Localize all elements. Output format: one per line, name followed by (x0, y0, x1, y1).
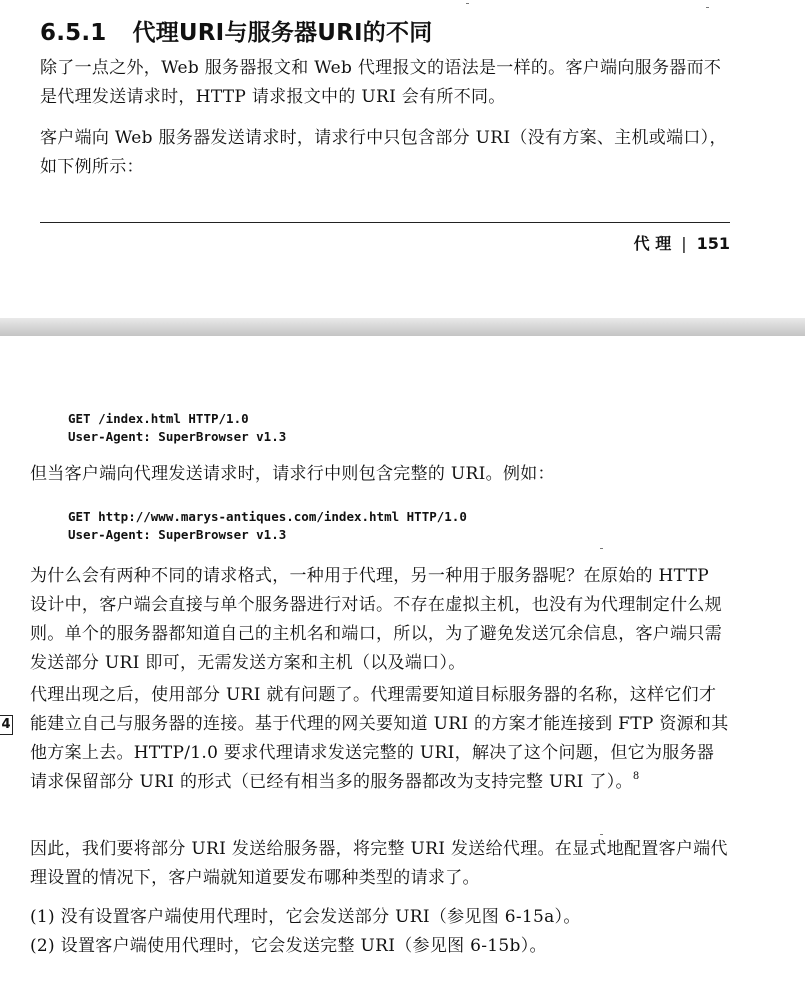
scan-speck (466, 3, 469, 4)
section-heading (40, 14, 432, 47)
code-block-proxy: GET http://www.marys-antiques.com/index.html HTTP/1.0 User-Agent: SuperBrowser v1.3 (68, 509, 467, 542)
page-bottom (0, 336, 805, 985)
therefore-paragraph: 因此，我们要将部分 URI 发送给服务器，将完整 URI 发送给代理。在显式地配置客户端代理设置的情况下，客户端就知道要发布哪种类型的请求了。 (30, 839, 728, 888)
scan-speck (706, 7, 709, 8)
footer-page-number: 151 (696, 234, 730, 253)
intro-paragraph: 除了一点之外，Web 服务器报文和 Web 代理报文的语法是一样的。客户端向服务器而不是代理发送请求时，HTTP 请求报文中的 URI 会有所不同。 (40, 58, 722, 107)
page-top (0, 0, 805, 318)
section-title: 代理URI与服务器URI的不同 (132, 20, 433, 46)
why-two-formats-paragraph: 为什么会有两种不同的请求格式，一种用于代理，另一种用于服务器呢？在原始的 HTTP 设计中，客户端会直接与单个服务器进行对话。不存在虚拟主机，也没有为代理制定什么规则。单个的服务器都知道自己的主机名和端口，所以，为了避免发送冗余信息，客户端只需发送部分 URI 即可，无需发送方案和主机（以及端口）。 (30, 566, 722, 673)
footer-rule (40, 222, 730, 223)
footnote-marker: 8 (632, 771, 640, 782)
scan-speck (600, 548, 603, 549)
after-proxies-text: 代理出现之后，使用部分 URI 就有问题了。代理需要知道目标服务器的名称，这样它们才能建立自己与服务器的连接。基于代理的网关要知道 URI 的方案才能连接到 FTP 资源和其他方案上去。HTTP/1.0 要求代理请求发送完整的 URI，解决了这个问题，但它为服务器请求保留部分 URI 的形式（已经有相当多的服务器都改为支持完整 URI 了）。 (30, 685, 729, 792)
footer-chapter: 代 理 (633, 234, 672, 253)
server-request-paragraph: 客户端向 Web 服务器发送请求时，请求行中只包含部分 URI（没有方案、主机或端口），如下例所示： (40, 128, 727, 177)
proxy-request-paragraph: 但当客户端向代理发送请求时，请求行中则包含完整的 URI。例如： (30, 464, 555, 484)
margin-marker: 4 (0, 715, 13, 735)
page-footer (634, 231, 730, 254)
list-item-2: (2) 设置客户端使用代理时，它会发送完整 URI（参见图 6-15b）。 (30, 936, 547, 956)
scan-speck (600, 834, 603, 835)
section-number: 6.5.1 (40, 20, 107, 46)
after-proxies-paragraph (30, 681, 730, 797)
footer-separator: | (681, 234, 687, 253)
list-item-1: (1) 没有设置客户端使用代理时，它会发送部分 URI（参见图 6-15a）。 (30, 907, 581, 927)
page-gap (0, 318, 805, 336)
code-block-server: GET /index.html HTTP/1.0 User-Agent: SuperBrowser v1.3 (68, 411, 287, 444)
